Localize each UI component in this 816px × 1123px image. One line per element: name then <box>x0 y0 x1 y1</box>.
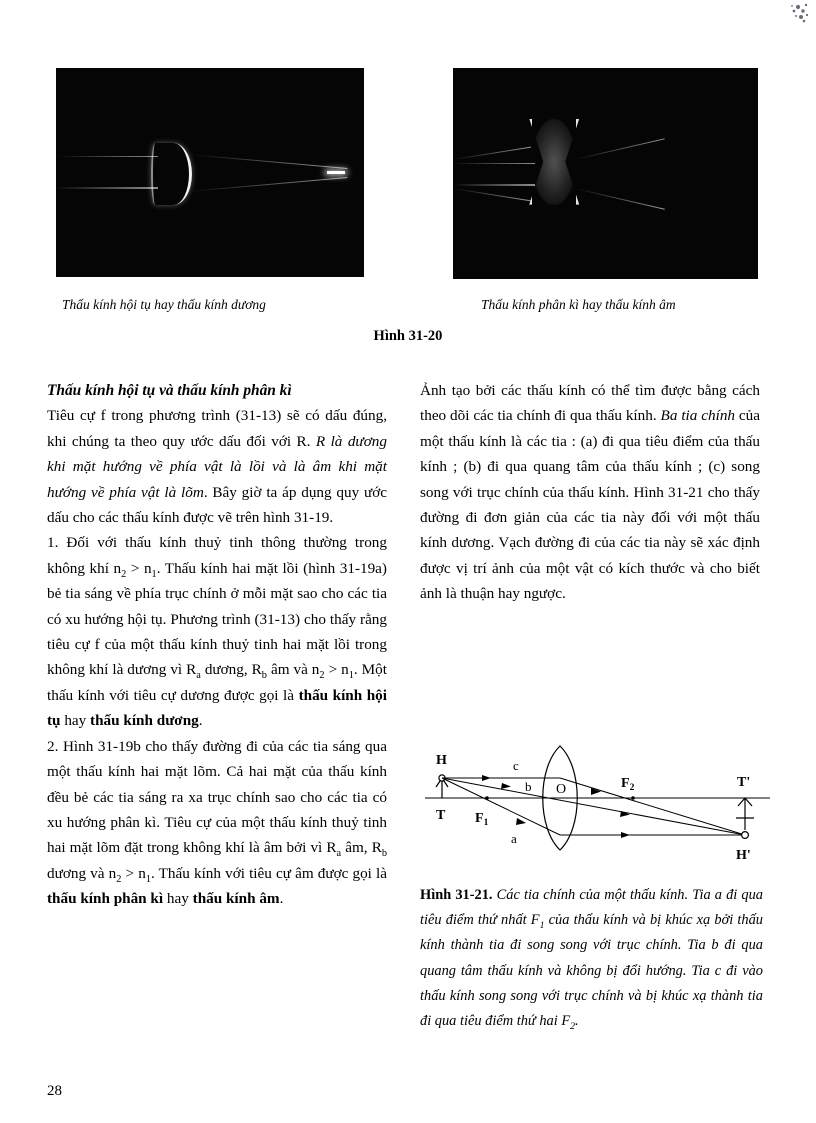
photo-diverging-lens <box>453 68 758 279</box>
intro-text-italic: R là dương khi mặt hướng về phía vật là lồi và là âm khi mặt hướng về phía vật là lõm <box>47 432 387 501</box>
item2-e: . Thấu kính với tiêu cự âm được gọi là <box>151 864 387 882</box>
term-diverging-lens: thấu kính phân kì <box>47 890 164 908</box>
paragraph-right-main <box>420 378 760 607</box>
item2-d: > n <box>121 864 146 882</box>
term-negative-lens: thấu kính âm <box>192 890 280 908</box>
item1-i: . <box>198 712 203 730</box>
label-F1: $F_1$ <box>475 811 489 828</box>
section-subheading: Thấu kính hội tụ và thấu kính phân kì <box>47 382 292 399</box>
right-text-a: Ảnh tạo bởi các thấu kính có thể tìm được bằng cách theo dõi các tia chính đi qua thấu kính. <box>420 382 760 425</box>
item2-sub-Rb: b <box>381 848 387 860</box>
paragraph-intro <box>47 403 387 530</box>
label-H-prime: H' <box>736 848 751 863</box>
item1-sub-n1b: 1 <box>348 670 354 682</box>
ray-b-arrow <box>501 783 511 789</box>
scan-artifact-smudge <box>768 2 810 32</box>
item1-sub-n2: 2 <box>121 568 127 580</box>
label-H: H <box>436 753 447 768</box>
term-converging-lens: thấu kính hội tụ <box>47 686 387 730</box>
label-ray-a: a <box>511 831 517 846</box>
label-ray-b: b <box>525 779 532 794</box>
ray-a-incident <box>442 778 560 835</box>
item1-g: . Một thấu kính với tiêu cự dương được gọi là <box>47 661 387 704</box>
figure-31-21-caption-lead: Hình 31-21. <box>420 887 493 903</box>
item1-h: hay <box>60 712 91 730</box>
figure-31-21-diagram <box>425 742 770 870</box>
item1-sub-n1: 1 <box>151 568 157 580</box>
convex-lens-shape <box>151 143 192 205</box>
figure-31-21-caption <box>420 883 763 1034</box>
item1-d: dương, R <box>200 661 262 679</box>
paragraph-item-2 <box>47 734 387 912</box>
focal-point-F2-marker <box>631 796 635 800</box>
label-O: O <box>556 782 567 797</box>
item2-c: dương và n <box>47 864 117 882</box>
right-text-b: của một thấu kính là các tia : (a) đi qua tiêu điểm của thấu kính ; (b) đi qua quang tâm của thấu kính ; (c) song song với trục chính của thấu kính. Hình 31-21 cho thấy đường đi đơn giản của các tia này đối với một thấu kính dương. Vạch đường đi của các tia này sẽ xác định được vị trí ảnh của một vật có kích thước và cho biết ảnh là thuận hay ngược. <box>420 407 760 603</box>
ray-a-arrow <box>516 818 526 825</box>
figure-31-21-caption-text-3: . <box>575 1013 579 1030</box>
item2-sub-n1: 1 <box>145 873 151 885</box>
item2-g: . <box>279 890 284 908</box>
item1-sub-n2b: 2 <box>319 670 325 682</box>
label-T-prime: T' <box>737 775 751 790</box>
item2-a: 2. Hình 31-19b cho thấy đường đi của các tia sáng qua một thấu kính hai mặt lõm. Cả hai mặt của thấu kính đều bẻ các tia sáng ra xa trục chính sao cho các tia có xu hướng phân kì. Tiêu cự của một thấu kính thuỷ tinh hai mặt lõm đặt trong không khí là âm bởi vì R <box>47 737 387 857</box>
body-right-column <box>420 378 760 607</box>
item1-b: > n <box>126 559 152 577</box>
figure-31-21-caption-text-1: Các tia chính của một thấu kính. Tia a đi qua tiêu điểm thứ nhất F <box>420 887 764 929</box>
body-left-column <box>47 378 387 912</box>
item1-c: . Thấu kính hai mặt lồi (hình 31-19a) bẻ tia sáng về phía trục chính ở mỗi mặt sao cho các tia có xu hướng hội tụ. Phương trình (31-13) cho thấy rằng tiêu cự f của một thấu kính thuỷ tinh hai mặt lồi trong không khí là dương vì R <box>47 559 387 679</box>
paragraph-item-1 <box>47 530 387 733</box>
item2-sub-Ra: a <box>336 848 342 860</box>
ray-a-arrow-2 <box>621 832 630 838</box>
label-T: T <box>436 808 446 823</box>
item1-f: > n <box>324 661 349 679</box>
term-positive-lens: thấu kính dương <box>90 712 199 730</box>
intro-text-2: . Bây giờ ta áp dụng quy ước dấu cho các thấu kính được vẽ trên hình 31-19. <box>47 483 387 527</box>
image-point-H-prime <box>742 832 749 839</box>
focal-point-F1-marker <box>485 796 489 800</box>
figure-31-20-photos <box>0 68 816 284</box>
figure-31-20-caption-right: Thấu kính phân kì hay thấu kính âm <box>481 297 676 312</box>
item1-e: âm và n <box>266 661 320 679</box>
item1-sub-Ra: a <box>196 670 201 682</box>
ray-c-arrow <box>482 775 491 781</box>
photo-converging-lens <box>56 68 364 277</box>
item1-a: 1. Đối với thấu kính thuỷ tinh thông thường trong không khí n <box>47 534 387 577</box>
item1-sub-Rb: b <box>261 670 267 682</box>
figure-31-21-caption-text-2: của thấu kính và bị khúc xạ bởi thấu kính thành tia đi song song với trục chính. Tia b đi qua quang tâm thấu kính và không bị đổi hướng. Tia c đi vào thấu kính song song với trục chính và bị khúc xạ thành tia đi qua tiêu điểm thứ hai F <box>420 912 763 1030</box>
label-F2: $F_2$ <box>621 776 635 793</box>
ray-b-arrow-2 <box>620 811 630 817</box>
concave-lens-shape <box>529 119 579 205</box>
item2-b: âm, R <box>341 839 382 857</box>
label-ray-c: c <box>513 758 519 773</box>
ray-c-refracted <box>560 778 745 835</box>
term-three-principal-rays: Ba tia chính <box>660 407 736 425</box>
figure-31-21-caption-sub-2: 2 <box>570 1020 576 1032</box>
item2-f: hay <box>163 890 193 908</box>
figure-31-20-label: Hình 31-20 <box>373 328 443 344</box>
item2-sub-n2: 2 <box>116 873 122 885</box>
page-number: 28 <box>47 1083 62 1099</box>
figure-31-21-caption-sub-1: 1 <box>539 920 545 932</box>
figure-31-20-caption-left: Thấu kính hội tụ hay thấu kính dương <box>62 297 266 312</box>
intro-text-1: Tiêu cự f trong phương trình (31-13) sẽ có dấu đúng, khi chúng ta theo quy ước dấu đối với R. <box>47 407 387 450</box>
